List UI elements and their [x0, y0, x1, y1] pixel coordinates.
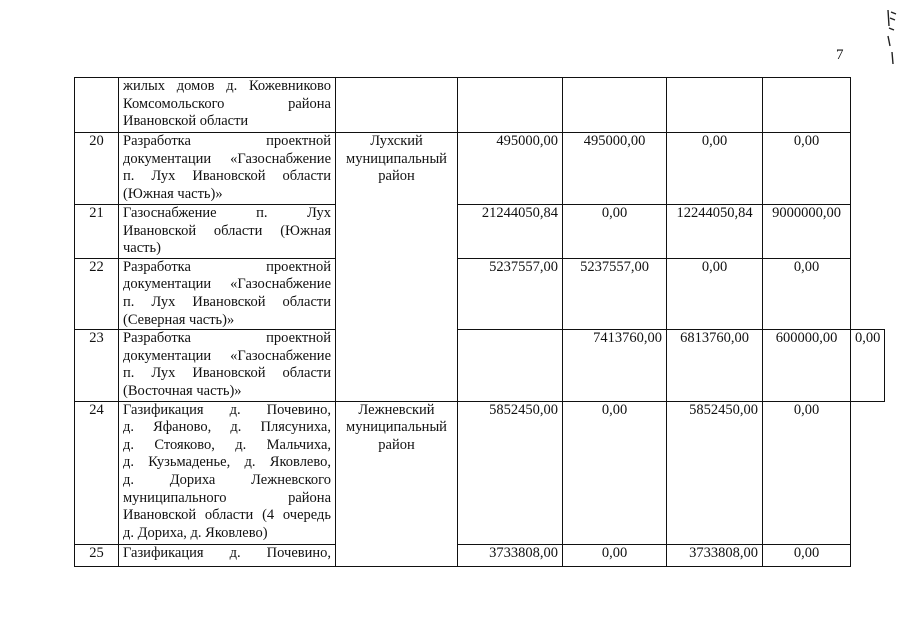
name-line: Газоснабжение п. Лух	[123, 205, 331, 221]
amount-col2: 0,00	[563, 544, 667, 566]
row-number: 23	[75, 330, 119, 401]
table-row	[75, 330, 885, 401]
name-line: д. Стояково, д. Мальчиха,	[123, 436, 331, 453]
total-amount: 5852450,00	[458, 401, 563, 544]
table-row	[75, 78, 885, 133]
budget-table	[74, 77, 885, 567]
district-cell	[336, 78, 458, 133]
scan-edge-mark	[886, 6, 898, 70]
row-number: 25	[75, 544, 119, 566]
name-line: (Восточная часть)»	[123, 382, 242, 399]
amount-col3	[667, 78, 763, 133]
name-line: (Южная часть)»	[123, 185, 223, 202]
name-line: д. Яфаново, д. Плясуниха,	[123, 419, 331, 436]
name-line: Газификация д. Почевино,	[123, 544, 331, 561]
amount-col4: 0,00	[763, 544, 851, 566]
amount-col3: 3733808,00	[667, 544, 763, 566]
object-name	[119, 258, 336, 329]
row-number: 21	[75, 205, 119, 259]
table-row	[75, 258, 885, 329]
name-line: д. Дориха, д. Яковлево)	[123, 524, 268, 541]
row-number: 20	[75, 133, 119, 205]
name-line: Разработка проектной	[123, 258, 331, 275]
amount-col2: 6813760,00	[667, 330, 763, 401]
name-line: Разработка проектной	[123, 330, 331, 347]
district-cell-lukh: Лухский муниципальный район	[336, 133, 458, 402]
name-line: Газификация д. Почевино,	[123, 401, 331, 418]
name-line: документации «Газоснабжение	[123, 276, 331, 293]
name-line: документации «Газоснабжение	[123, 347, 331, 364]
table-row	[75, 544, 885, 566]
name-line: Ивановской области	[123, 113, 249, 130]
amount-col2	[563, 78, 667, 133]
object-name	[119, 205, 336, 259]
row-number: 24	[75, 401, 119, 544]
amount-col2: 495000,00	[563, 133, 667, 205]
amount-col4: 0,00	[763, 401, 851, 544]
object-name	[119, 544, 336, 566]
table-row	[75, 401, 885, 544]
object-name	[119, 401, 336, 544]
table-row	[75, 133, 885, 205]
amount-col3: 0,00	[667, 258, 763, 329]
amount-col2: 0,00	[563, 205, 667, 259]
amount-col3: 12244050,84	[667, 205, 763, 259]
name-line: п. Лух Ивановской области	[123, 293, 331, 310]
total-amount: 21244050,84	[458, 205, 563, 259]
name-line: Ивановской области (Южная	[123, 222, 331, 239]
name-line: часть)	[123, 240, 161, 257]
total-amount	[458, 78, 563, 133]
name-line: (Северная часть)»	[123, 311, 235, 328]
name-line: д. Кузьмаденье, д. Яковлево,	[123, 454, 331, 471]
name-line: п. Лух Ивановской области	[123, 365, 331, 382]
amount-col4	[763, 78, 851, 133]
amount-col4: 0,00	[851, 330, 885, 401]
name-line: Разработка проектной	[123, 133, 331, 149]
amount-col3: 0,00	[667, 133, 763, 205]
total-amount: 3733808,00	[458, 544, 563, 566]
total-amount: 7413760,00	[563, 330, 667, 401]
object-name	[119, 133, 336, 205]
page-number: 7	[836, 47, 844, 63]
amount-col4: 0,00	[763, 258, 851, 329]
district-cell-lezhnevo: Лежневский муниципальный район	[336, 401, 458, 566]
amount-col2: 0,00	[563, 401, 667, 544]
name-line: жилых домов д. Кожевниково	[123, 78, 331, 94]
amount-col3: 5852450,00	[667, 401, 763, 544]
name-line: муниципального района	[123, 489, 331, 506]
row-number: 22	[75, 258, 119, 329]
name-line: п. Лух Ивановской области	[123, 168, 331, 185]
object-name	[119, 78, 336, 133]
name-line: д. Дориха Лежневского	[123, 471, 331, 488]
object-name	[119, 330, 336, 401]
name-line: документации «Газоснабжение	[123, 150, 331, 167]
total-amount: 5237557,00	[458, 258, 563, 329]
amount-col3: 600000,00	[763, 330, 851, 401]
row-number	[75, 78, 119, 133]
table-row	[75, 205, 885, 259]
name-line: Ивановской области (4 очередь	[123, 507, 331, 524]
district-cell	[458, 330, 563, 401]
name-line: Комсомольского района	[123, 95, 331, 112]
amount-col4: 9000000,00	[763, 205, 851, 259]
total-amount: 495000,00	[458, 133, 563, 205]
amount-col4: 0,00	[763, 133, 851, 205]
amount-col2: 5237557,00	[563, 258, 667, 329]
